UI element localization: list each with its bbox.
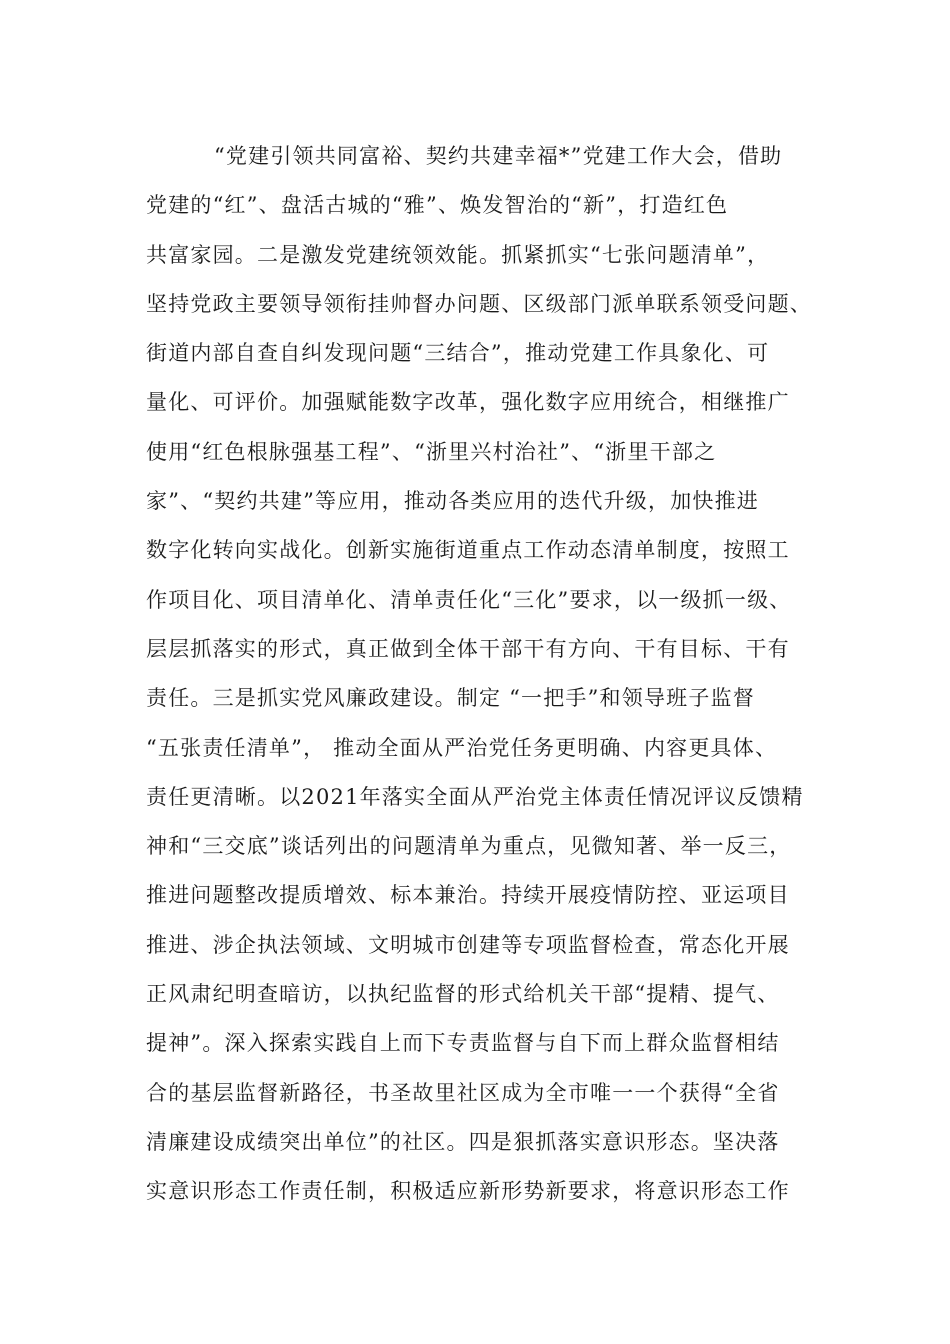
text-line: 合的基层监督新路径，书圣故里社区成为全市唯一一个获得“全省 (146, 1080, 780, 1105)
text-line: 正风肃纪明查暗访，以执纪监督的形式给机关干部“提精、提气、 (146, 982, 780, 1007)
text-line: 作项目化、项目清单化、清单责任化“三化”要求，以一级抓一级、 (146, 587, 792, 612)
text-line: 使用“红色根脉强基工程”、“浙里兴村治社”、“浙里干部之 (146, 439, 717, 464)
text-line: 提神”。深入探索实践自上而下专责监督与自下而上群众监督相结 (146, 1031, 780, 1056)
text-line: 清廉建设成绩突出单位”的社区。四是狠抓落实意识形态。坚决落 (146, 1129, 780, 1154)
body-text (146, 132, 836, 1217)
text-line: 家”、“契约共建”等应用，推动各类应用的迭代升级，加快推进 (146, 489, 760, 514)
text-line: “党建引领共同富裕、契约共建幸福*”党建工作大会，借助 (214, 144, 783, 168)
text-line: 责任更清晰。以2021年落实全面从严治党主体责任情况评议反馈精 (146, 784, 804, 809)
text-line: 责任。三是抓实党风廉政建设。制定 “一把手”和领导班子监督 (146, 686, 755, 711)
text-line: 推进问题整改提质增效、标本兼治。持续开展疫情防控、亚运项目 (146, 883, 790, 908)
text-line: “五张责任清单”， 推动全面从严治党任务更明确、内容更具体、 (146, 735, 778, 760)
text-line: 推进、涉企执法领域、文明城市创建等专项监督检查，常态化开展 (146, 932, 790, 957)
text-line: 神和“三交底”谈话列出的问题清单为重点，见微知著、举一反三， (146, 834, 792, 859)
text-line: 街道内部自查自纠发现问题“三结合”，推动党建工作具象化、可 (146, 341, 770, 366)
text-line: 坚持党政主要领导领衔挂帅督办问题、区级部门派单联系领受问题、 (146, 291, 812, 316)
text-line: 数字化转向实战化。创新实施街道重点工作动态清单制度，按照工 (146, 538, 790, 563)
text-line: 量化、可评价。加强赋能数字改革，强化数字应用统合，相继推广 (146, 390, 790, 415)
text-line: 共富家园。二是激发党建统领效能。抓紧抓实“七张问题清单”， (146, 242, 770, 267)
text-line: 层层抓落实的形式，真正做到全体干部干有方向、干有目标、干有 (146, 636, 790, 661)
text-line: 党建的“红”、盘活古城的“雅”、焕发智治的“新”，打造红色 (146, 193, 729, 218)
text-line: 实意识形态工作责任制，积极适应新形势新要求，将意识形态工作 (146, 1179, 790, 1204)
